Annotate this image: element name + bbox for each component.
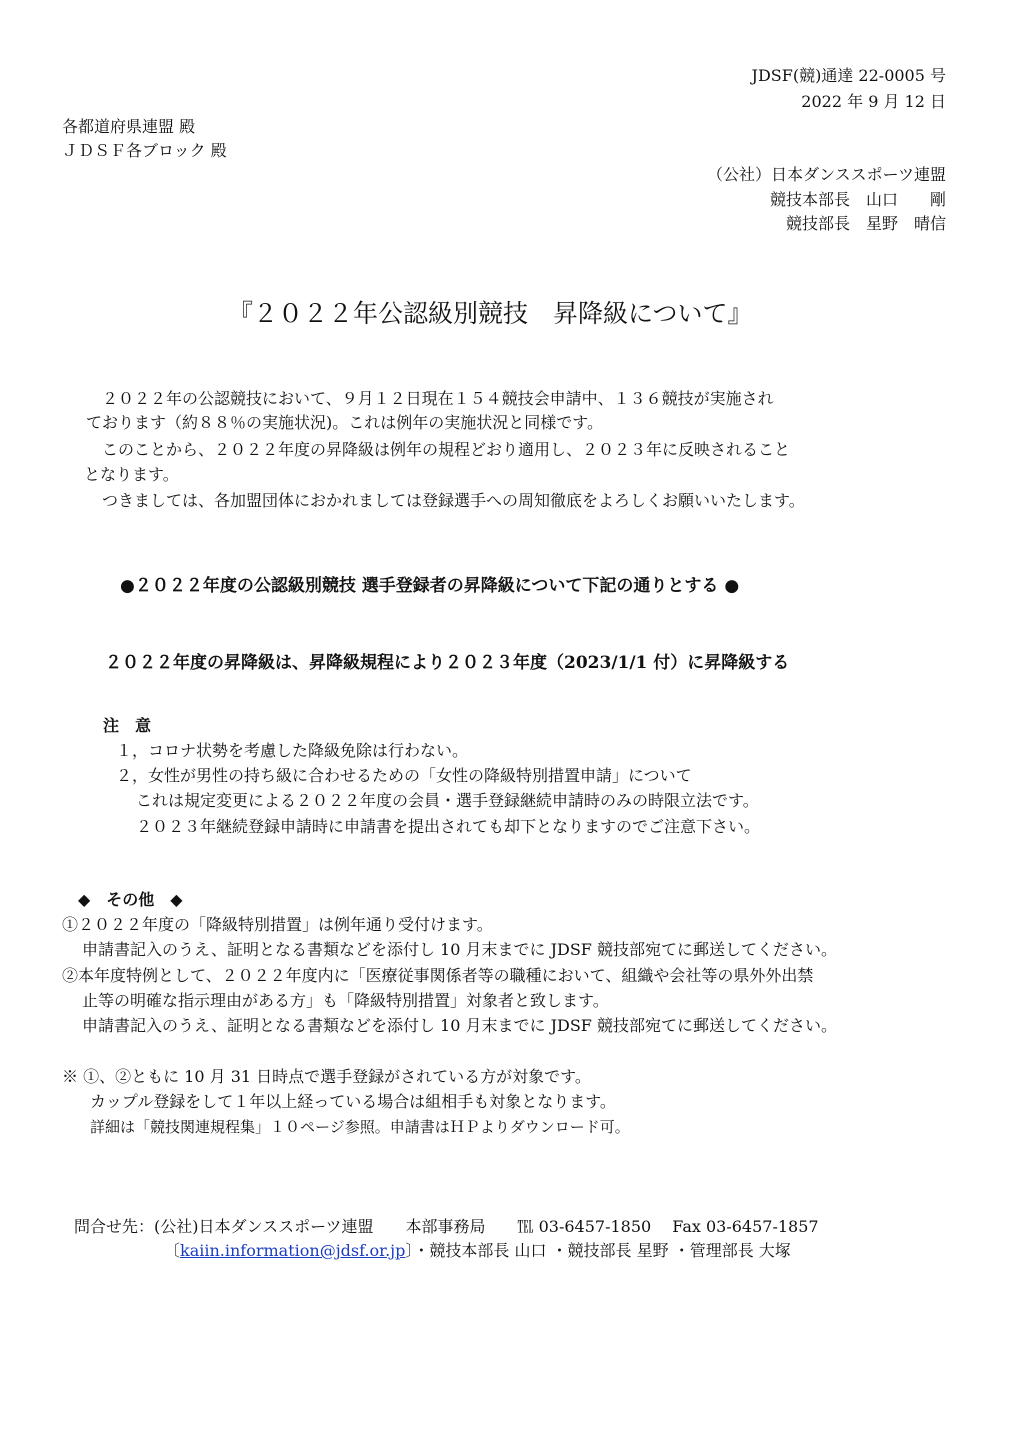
section-heading-promotion-rule: ２０２２年度の昇降級は、昇降級規程により２０２３年度（2023/1/1 付）に昇降級する — [105, 653, 790, 673]
intro-paragraph-1-line-2: ております（約８８％の実施状況)。これは例年の実施状況と同様です。 — [86, 413, 603, 432]
document-date: 2022 年 9 月 12 日 — [801, 92, 946, 111]
other-item-1: ①２０２２年度の「降級特別措置」は例年通り受付けます。 — [62, 915, 493, 934]
intro-paragraph-1-line-1: ２０２２年の公認競技において、９月１２日現在１５４競技会申請中、１３６競技が実施され — [102, 389, 774, 408]
recipient-line-2: ＪＤＳＦ各ブロック 殿 — [62, 141, 227, 160]
contact-staff-list: 〕・競技本部長 山口 ・競技部長 星野 ・管理部長 大塚 — [405, 1241, 791, 1260]
sender-organization: （公社）日本ダンススポーツ連盟 — [706, 165, 946, 184]
notes-item-1: １，コロナ状勢を考慮した降級免除は行わない。 — [116, 741, 469, 760]
section-heading-policy: ●２０２２年度の公認級別競技 選手登録者の昇降級について下記の通りとする ● — [120, 576, 740, 596]
sender-person-2: 競技部長 星野 晴信 — [785, 214, 946, 233]
intro-paragraph-2-line-2: となります。 — [84, 465, 179, 484]
document-title: 『２０２２年公認級別競技 昇降級について』 — [228, 299, 753, 328]
other-heading: ◆ その他 ◆ — [78, 890, 183, 909]
other-item-2-line-2: 止等の明確な指示理由がある方」も「降級特別措置」対象者と致します。 — [82, 991, 609, 1010]
contact-email-link[interactable]: kaiin.information@jdsf.or.jp — [180, 1241, 406, 1260]
other-item-2-line-1: ②本年度特例として、２０２２年度内に「医療従事関係者等の職種において、組織や会社等の県外外出禁 — [62, 966, 814, 985]
remark-line-2: カップル登録をして１年以上経っている場合は組相手も対象となります。 — [90, 1092, 616, 1111]
intro-paragraph-3: つきましては、各加盟団体におかれましては登録選手への周知徹底をよろしくお願いいたします。 — [102, 491, 805, 510]
sender-person-1: 競技本部長 山口 剛 — [769, 190, 946, 209]
other-item-2-detail: 申請書記入のうえ、証明となる書類などを添付し 10 月末までに JDSF 競技部宛てに郵送してください。 — [82, 1016, 837, 1035]
contact-line-1: 問合せ先：(公社)日本ダンススポーツ連盟 本部事務局 ℡ 03-6457-1850 Fax 03-6457-1857 — [74, 1217, 819, 1236]
notes-item-2-detail-2: ２０２３年継続登録申請時に申請書を提出されても却下となりますのでご注意下さい。 — [136, 817, 761, 836]
remark-line-3: 詳細は「競技関連規程集」１０ページ参照。申請書はＨＰよりダウンロード可。 — [90, 1118, 630, 1136]
intro-paragraph-2-line-1: このことから、２０２２年度の昇降級は例年の規程どおり適用し、２０２３年に反映されること — [102, 440, 791, 459]
notes-item-2-detail-1: これは規定変更による２０２２年度の会員・選手登録継続申請時のみの時限立法です。 — [136, 791, 759, 810]
other-item-1-detail: 申請書記入のうえ、証明となる書類などを添付し 10 月末までに JDSF 競技部宛てに郵送してください。 — [82, 940, 837, 959]
contact-line-2 — [164, 1241, 791, 1261]
notes-heading: 注 意 — [103, 716, 152, 735]
document-reference-number: JDSF(競)通達 22-0005 号 — [751, 66, 946, 85]
remark-line-1: ※ ①、②ともに 10 月 31 日時点で選手登録がされている方が対象です。 — [62, 1067, 591, 1086]
notes-item-2: ２，女性が男性の持ち級に合わせるための「女性の降級特別措置申請」について — [116, 766, 692, 785]
recipient-line-1: 各都道府県連盟 殿 — [62, 117, 196, 136]
contact-bracket-open: 〔 — [164, 1241, 181, 1260]
